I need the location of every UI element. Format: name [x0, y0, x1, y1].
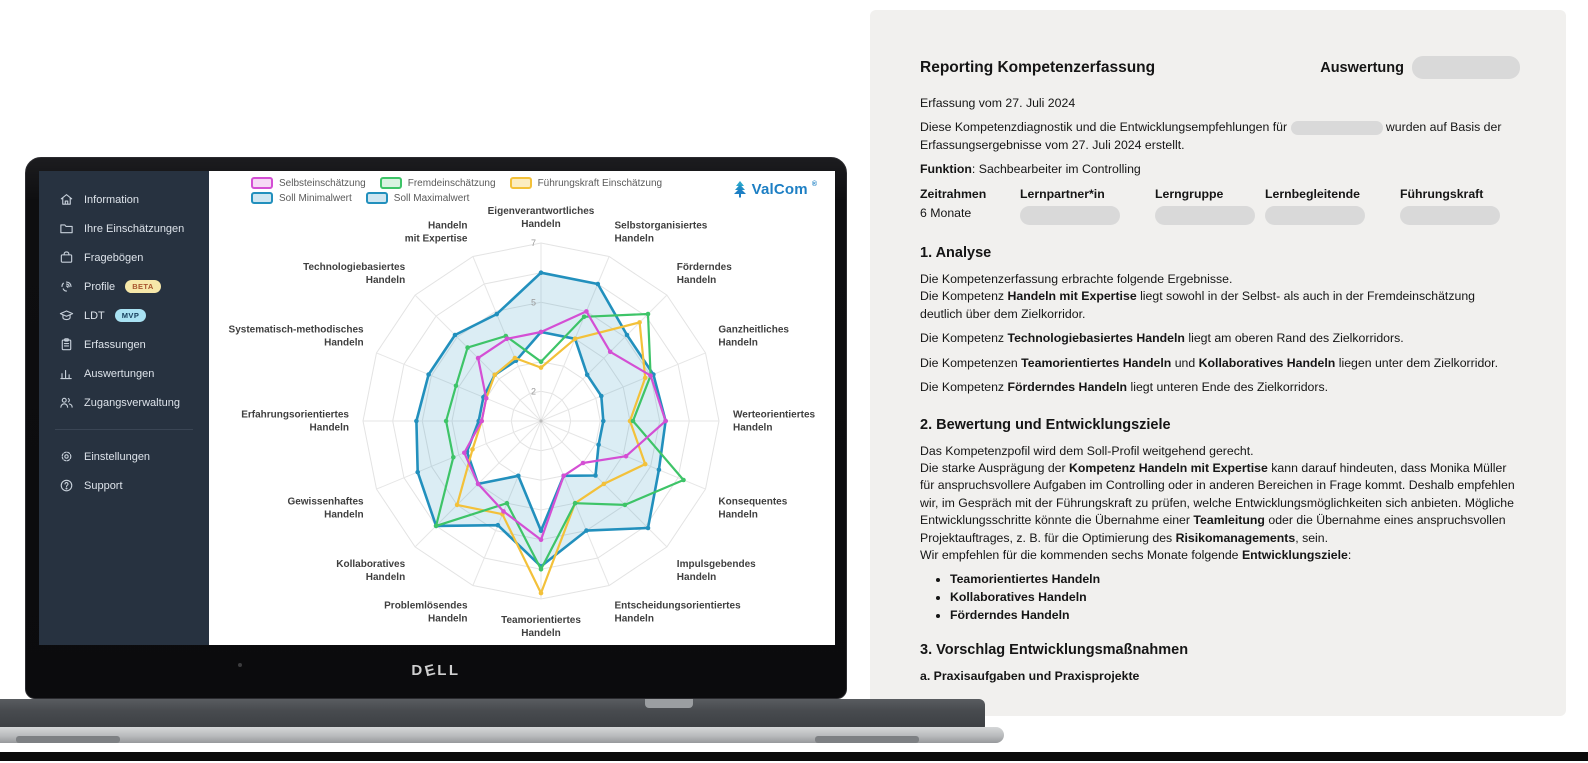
- sidebar-item-label: Support: [84, 479, 123, 492]
- svg-text:TeamorientiertesHandeln: Teamorientiertes Handeln: [501, 615, 581, 639]
- svg-text:2: 2: [530, 386, 536, 397]
- archive-icon: [59, 250, 74, 265]
- legend-label: Soll Minimalwert: [279, 192, 352, 204]
- doc-table-header: Führungskraft: [1400, 186, 1484, 201]
- sidebar-item-einstellungen[interactable]: [39, 442, 209, 471]
- svg-text:EntscheidungsorientiertesHande: Entscheidungsorientiertes Handeln: [614, 600, 741, 625]
- report-document: [870, 10, 1566, 716]
- laptop-foot: [16, 736, 120, 743]
- doc-bullet-list: [950, 572, 1520, 622]
- sidebar-item-profile[interactable]: [39, 272, 209, 301]
- document-body: [920, 95, 1520, 685]
- sidebar-item-information[interactable]: [39, 185, 209, 214]
- question-circle-icon: [59, 478, 74, 493]
- sidebar-nav: [39, 171, 209, 645]
- clipboard-icon: [59, 337, 74, 352]
- svg-text:EigenverantwortlichesHandeln: Eigenverantwortliches Handeln: [487, 206, 595, 230]
- fingerprint-icon: [59, 279, 74, 294]
- sidebar-item-label: Ihre Einschätzungen: [84, 222, 185, 235]
- doc-paragraph: Das Kompetenzpofil wird dem Soll-Profil weitgehend gerecht. Die starke Ausprägung der Kompetenz Handeln mit Expertise kann darauf hindeuten, dass Monika Müller für anspruchsvollere Aufgaben im Controlling oder in anderen Bereichen in Frage kommt. Deshalb empfehlen wir, im Gespräch mit der Führungskraft zu prüfen, welche Entwicklungsmöglichkeiten sich anbieten. Mögliche Entwicklungsschritte könnte die Übernahme einer Teamleitung oder die Übernahme eines anspruchsvollen Projektauftrages, z. B. für die Optimierung des Risikomanagements, sein. Wir empfehlen für die kommenden sechs Monate folgende Entwicklungsziele:: [920, 443, 1515, 563]
- sidebar-item-label: Erfassungen: [84, 338, 146, 351]
- doc-paragraph: Erfassung vom 27. Juli 2024: [920, 96, 1076, 110]
- svg-text:7: 7: [530, 238, 536, 248]
- legend-label: Soll Maximalwert: [393, 192, 470, 204]
- svg-text:KonsequentesHandeln: Konsequentes Handeln: [718, 496, 788, 521]
- doc-table-header: Lernpartner*in: [1020, 186, 1105, 201]
- doc-table-header: Zeitrahmen: [920, 186, 987, 201]
- doc-table-cell: [1155, 206, 1265, 225]
- folder-icon: [59, 221, 74, 236]
- laptop-foot: [815, 736, 919, 743]
- gear-icon: [59, 449, 74, 464]
- svg-text:ProblemlösendesHandeln: Problemlösendes Handeln: [384, 600, 468, 625]
- redaction-blob: [1155, 206, 1255, 225]
- legend-label: Fremdeinschätzung: [407, 177, 496, 189]
- laptop-hinge-notch: [645, 699, 693, 708]
- redaction-blob: [1020, 206, 1120, 225]
- doc-table-cell: [1265, 206, 1400, 225]
- doc-table-header: Lernbegleitende: [1265, 186, 1360, 201]
- doc-paragraph: Die Kompetenz Förderndes Handeln liegt unteren Ende des Zielkorridors.: [920, 380, 1329, 395]
- doc-bullet-item: • Teamorientiertes Handeln: [950, 572, 1520, 586]
- sidebar-item-frageb-gen[interactable]: [39, 243, 209, 272]
- doc-table-cell: [1020, 206, 1155, 225]
- svg-text:SelbstorganisiertesHandeln: Selbstorganisiertes Handeln: [614, 220, 708, 245]
- sidebar-item-zugangsverwaltung[interactable]: [39, 388, 209, 417]
- doc-paragraph: a. Praxisaufgaben und Praxisprojekte: [920, 668, 1140, 683]
- doc-table-column: [1265, 187, 1400, 225]
- doc-bullet-item: • Kollaboratives Handeln: [950, 590, 1520, 604]
- svg-text:WerteorientiertesHandeln: Werteorientiertes Handeln: [733, 409, 816, 434]
- svg-text:GanzheitlichesHandeln: Ganzheitliches Handeln: [718, 324, 789, 349]
- laptop-screen: [39, 171, 835, 645]
- doc-paragraph: Die Kompetenz Technologiebasiertes Handeln liegt am oberen Rand des Zielkorridors.: [920, 331, 1404, 346]
- svg-text:TechnologiebasiertesHandeln: Technologiebasiertes Handeln: [303, 262, 406, 287]
- sidebar-item-label: Profile: [84, 280, 116, 293]
- redaction-blob: [1291, 121, 1383, 135]
- svg-text:Handelnmit Expertise: Handeln mit Expertise: [404, 220, 468, 245]
- laptop: [25, 157, 847, 699]
- doc-table-cell: 6 Monate: [920, 205, 972, 220]
- doc-table-column: [1400, 187, 1520, 225]
- svg-text:5: 5: [530, 297, 536, 308]
- doc-section-heading: 1. Analyse: [920, 244, 992, 261]
- graduation-cap-icon: [59, 308, 74, 323]
- sidebar-item-ldt[interactable]: [39, 301, 209, 330]
- app-main: [209, 171, 835, 645]
- bottom-border-bar: [0, 752, 1588, 761]
- auswertung-label: Auswertung: [1320, 59, 1404, 76]
- sidebar-item-support[interactable]: [39, 471, 209, 500]
- registered-mark: ®: [811, 181, 817, 188]
- users-icon: [59, 395, 74, 410]
- doc-bullet-item: • Förderndes Handeln: [950, 608, 1520, 622]
- sidebar-item-erfassungen[interactable]: [39, 330, 209, 359]
- sidebar-item-label: Information: [84, 193, 140, 206]
- sidebar-item-label: Auswertungen: [84, 367, 155, 380]
- svg-text:ErfahrungsorientiertesHandeln: Erfahrungsorientiertes Handeln: [241, 409, 349, 434]
- dell-logo: DELL: [411, 660, 461, 680]
- doc-table-column: [920, 187, 1020, 225]
- doc-table-column: [1020, 187, 1155, 225]
- doc-paragraph: Funktion: Sachbearbeiter im Controlling: [920, 162, 1141, 177]
- legend-label: Führungskraft Einschätzung: [537, 177, 663, 189]
- sidebar-item-label: Zugangsverwaltung: [84, 396, 181, 409]
- sidebar-item-auswertungen[interactable]: [39, 359, 209, 388]
- doc-section-heading: 2. Bewertung und Entwicklungsziele: [920, 416, 1171, 433]
- sidebar-item-label: LDT: [84, 309, 105, 322]
- bar-chart-icon: [59, 366, 74, 381]
- doc-table-header: Lerngruppe: [1155, 186, 1224, 201]
- doc-paragraph: Die Kompetenzen Teamorientiertes Handeln und Kollaboratives Handeln liegen unter dem Zielkorridor.: [920, 355, 1498, 370]
- doc-table-cell: [1400, 206, 1520, 225]
- sidebar-item-label: Fragebögen: [84, 251, 144, 264]
- doc-section-heading: 3. Vorschlag Entwicklungsmaßnahmen: [920, 641, 1189, 658]
- status-badge: MVP: [115, 309, 146, 322]
- doc-paragraph: Diese Kompetenzdiagnostik und die Entwicklungsempfehlungen für wurden auf Basis der Erfassungsergebnisse vom 27. Juli 2024 erstellt.: [920, 120, 1502, 152]
- sidebar-divider: [55, 429, 193, 430]
- redaction-blob: [1400, 206, 1500, 225]
- legend-label: Selbsteinschätzung: [279, 177, 366, 189]
- status-badge: BETA: [125, 280, 160, 293]
- laptop-base: [0, 699, 985, 728]
- brand-text: ValCom: [751, 181, 808, 198]
- svg-text:FörderndesHandeln: Förderndes Handeln: [676, 262, 732, 287]
- svg-text:Systematisch-methodischesHande: Systematisch-methodisches Handeln: [228, 324, 364, 349]
- doc-table: [920, 187, 1520, 225]
- svg-text:ImpulsgebendesHandeln: Impulsgebendes Handeln: [676, 558, 756, 583]
- svg-text:KollaborativesHandeln: Kollaboratives Handeln: [336, 558, 406, 583]
- doc-paragraph: Die Kompetenzerfassung erbrachte folgende Ergebnisse. Die Kompetenz Handeln mit Expertise liegt sowohl in der Selbst- als auch in der Fremdeinschätzung deutlich über dem Zielkorridor.: [920, 271, 1475, 321]
- home-icon: [59, 192, 74, 207]
- redaction-blob: [1265, 206, 1365, 225]
- sidebar-item-label: Einstellungen: [84, 450, 151, 463]
- svg-text:GewissenhaftesHandeln: Gewissenhaftes Handeln: [287, 496, 364, 521]
- redaction-blob: [1412, 56, 1520, 79]
- radar-chart: [209, 171, 835, 645]
- sidebar-item-ihre-einsch-tzungen[interactable]: [39, 214, 209, 243]
- doc-table-column: [1155, 187, 1265, 225]
- document-title: Reporting Kompetenzerfassung: [920, 58, 1156, 76]
